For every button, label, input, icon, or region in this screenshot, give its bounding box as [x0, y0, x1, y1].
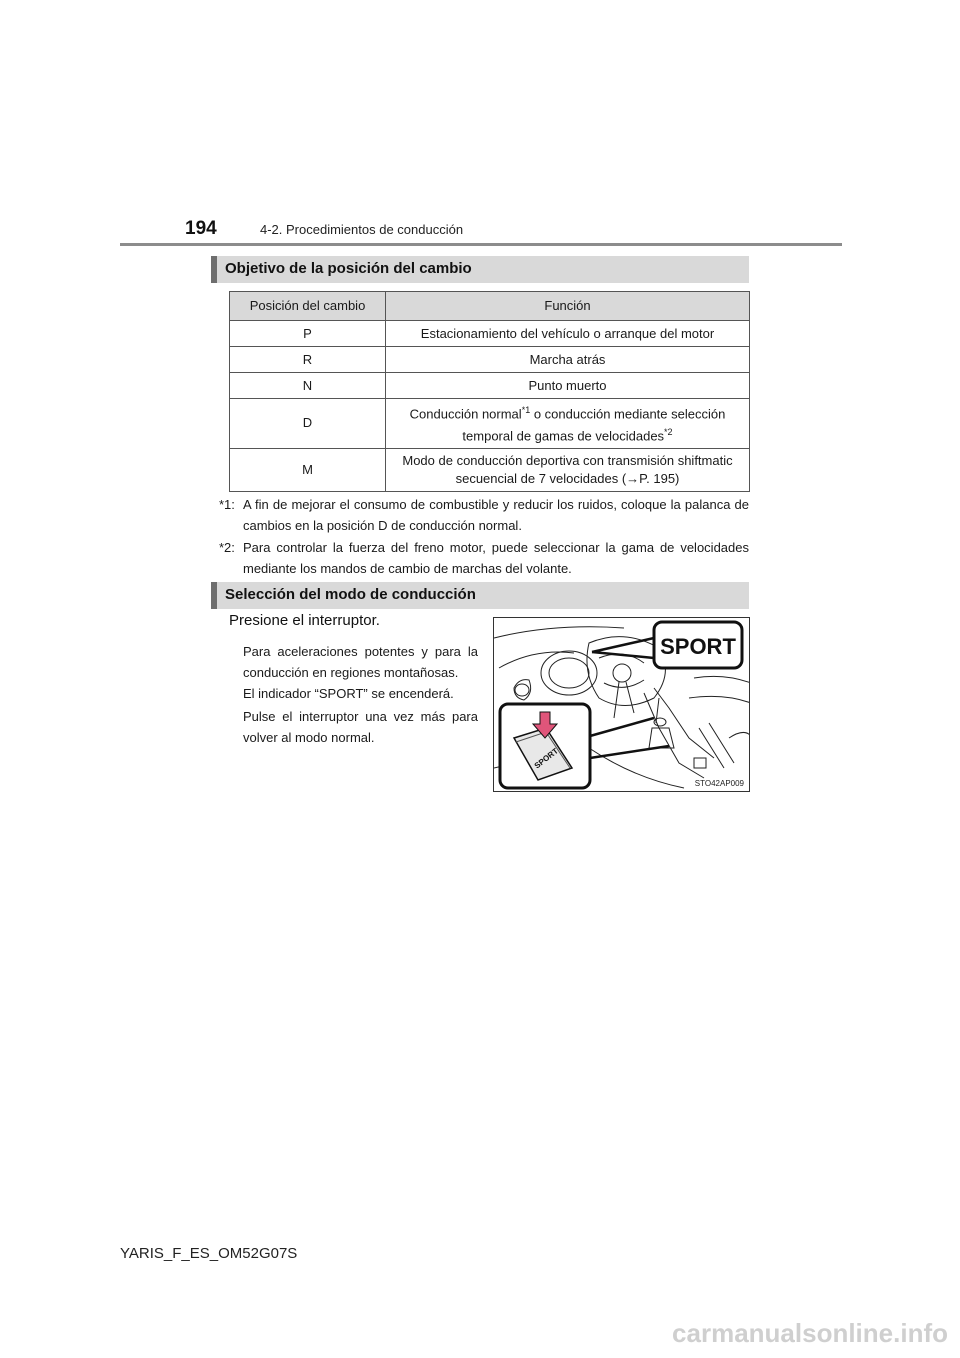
- paragraph: Para aceleraciones potentes y para la conducción en regiones montañosas.: [243, 644, 478, 680]
- footnote-ref: *2: [664, 427, 673, 438]
- paragraph: El indicador “SPORT” se encenderá.: [243, 686, 454, 701]
- instruction-step: Presione el interruptor.: [229, 612, 380, 629]
- heading-text: Objetivo de la posición del cambio: [225, 260, 472, 277]
- cell-position: M: [230, 448, 386, 491]
- footnote-mark: *1:: [219, 497, 235, 512]
- table-row: [230, 321, 750, 347]
- table-row: [230, 347, 750, 373]
- footnote-mark: *2:: [219, 540, 235, 555]
- shift-position-table: [229, 291, 750, 492]
- sport-button-text: SPORT: [532, 746, 560, 771]
- heading-shift-position: [211, 256, 749, 283]
- section-title: 4-2. Procedimientos de conducción: [260, 222, 464, 237]
- footnote-text: Para controlar la fuerza del freno motor, puede seleccionar la gama de velocidades mediante los mandos de cambio de marchas del volante.: [243, 540, 749, 576]
- sport-switch-illustration: [493, 617, 750, 792]
- sport-indicator-text: SPORT: [660, 634, 736, 659]
- cell-function: Marcha atrás: [386, 347, 750, 373]
- table-header-row: [230, 292, 750, 321]
- dashboard-drawing: [494, 618, 750, 792]
- figure-code: STO42AP009: [694, 779, 744, 788]
- footnote-2: [219, 537, 749, 579]
- page-number: 194: [185, 218, 217, 239]
- cell-position: R: [230, 347, 386, 373]
- function-text: Conducción normal: [409, 406, 522, 422]
- col-header-function: Función: [386, 292, 750, 321]
- cell-function: Punto muerto: [386, 373, 750, 399]
- table-row: [230, 448, 750, 491]
- heading-accent: [211, 256, 217, 283]
- cell-position: D: [230, 399, 386, 449]
- function-text: o conducción mediante selección temporal de gamas de velocidades: [462, 406, 726, 444]
- heading-text: Selección del modo de conducción: [225, 586, 476, 603]
- footnote-ref: *1: [521, 405, 531, 415]
- table-row: [230, 399, 750, 449]
- header-divider: [120, 243, 842, 246]
- heading-drive-mode: [211, 582, 749, 609]
- watermark: carmanualsonline.info: [672, 1318, 948, 1348]
- footnote-text: A fin de mejorar el consumo de combustible y reducir los ruidos, coloque la palanca de cambios en la posición D de conducción normal.: [243, 497, 749, 533]
- document-code: YARIS_F_ES_OM52G07S: [120, 1245, 298, 1262]
- cell-position: N: [230, 373, 386, 399]
- col-header-position: Posición del cambio: [230, 292, 386, 321]
- cell-position: P: [230, 321, 386, 347]
- cell-function: Modo de conducción deportiva con transmisión shiftmatic secuencial de 7 velocidades (→P. 195): [386, 448, 750, 491]
- cell-function: [386, 399, 750, 449]
- heading-accent: [211, 582, 217, 609]
- paragraph: Pulse el interruptor una vez más para volver al modo normal.: [243, 709, 478, 745]
- table-row: [230, 373, 750, 399]
- cell-function: Estacionamiento del vehículo o arranque del motor: [386, 321, 750, 347]
- footnote-1: [219, 494, 749, 536]
